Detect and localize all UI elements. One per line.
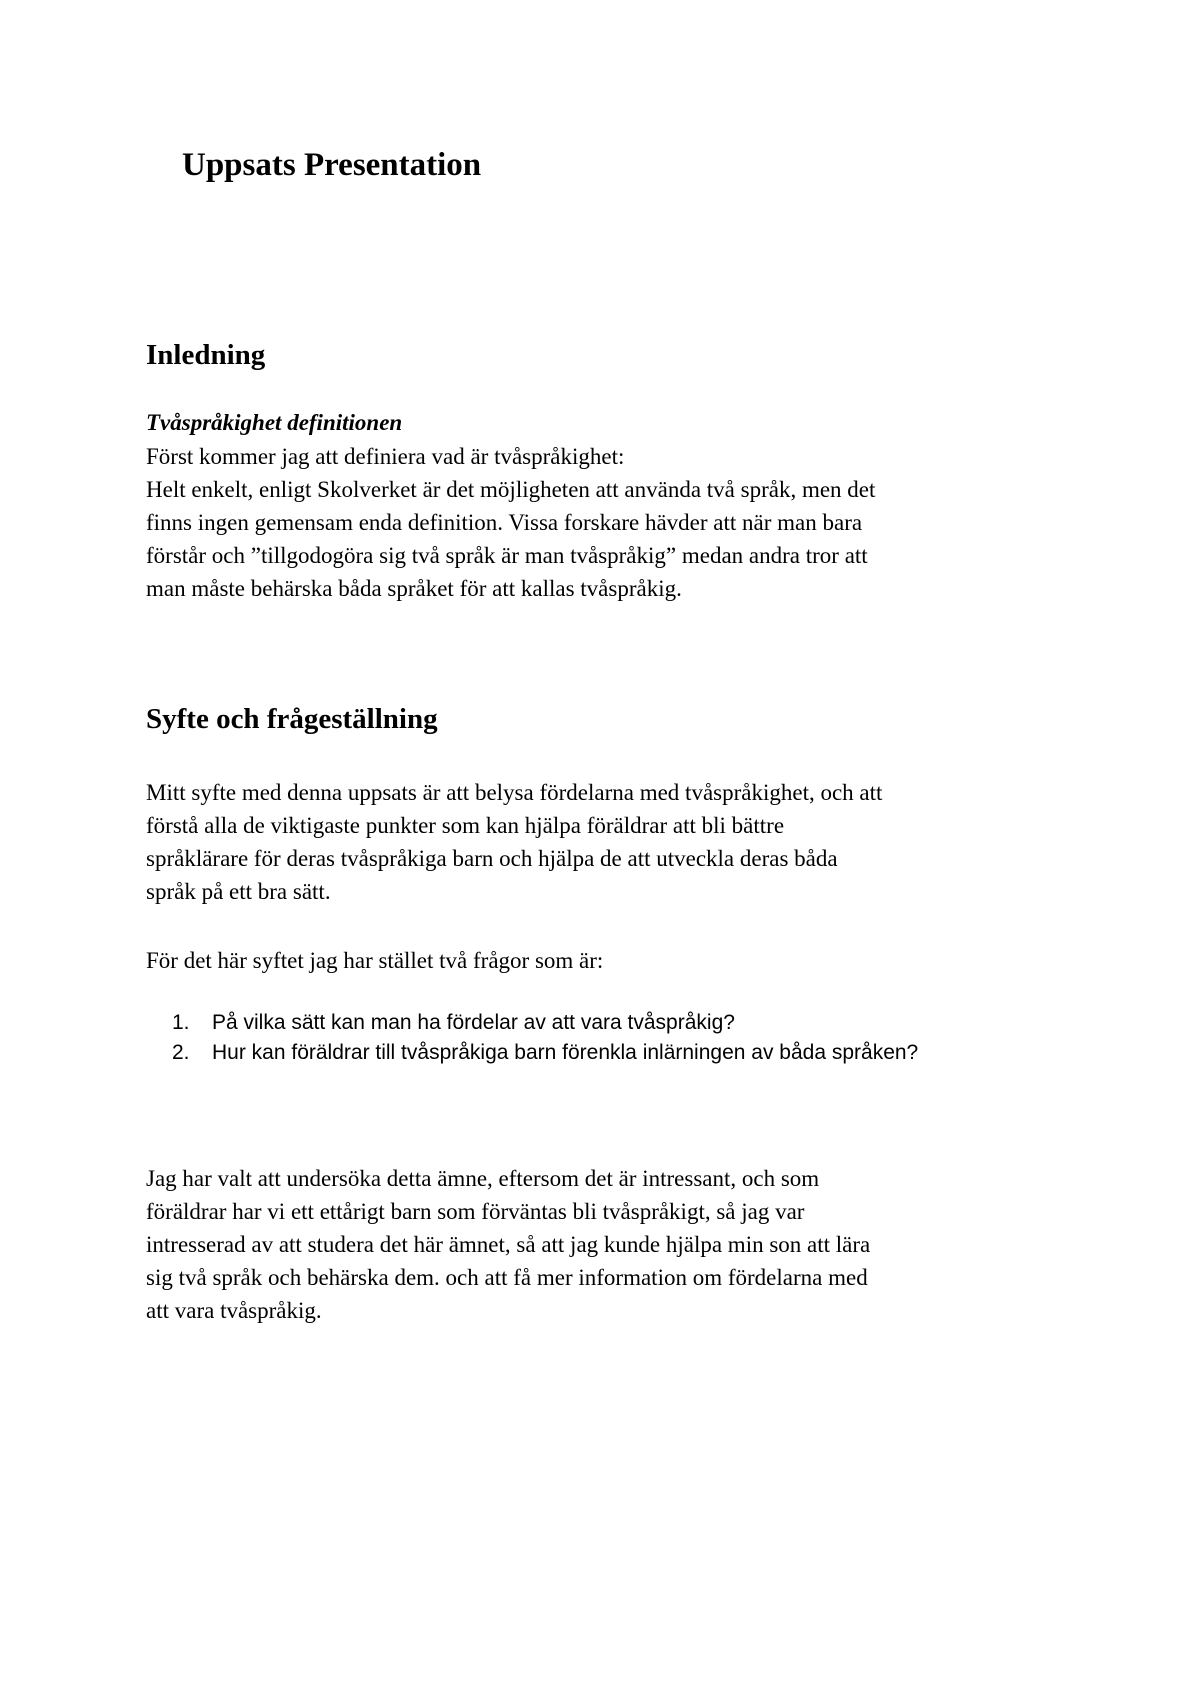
paragraph-line: För det här syftet jag har stället två frågor som är: xyxy=(146,948,604,973)
paragraph-line: språk på ett bra sätt. xyxy=(146,879,331,904)
paragraph-line: föräldrar har vi ett ettårigt barn som förväntas bli tvåspråkigt, så jag var xyxy=(146,1199,805,1224)
question-text: Hur kan föräldrar till tvåspråkiga barn förenkla inlärningen av båda språken? xyxy=(212,1041,919,1064)
list-number: 1. xyxy=(172,1011,190,1034)
section-heading-inledning: Inledning xyxy=(146,339,266,371)
paragraph-line: Först kommer jag att definiera vad är tvåspråkighet: xyxy=(146,444,625,469)
questions-lead-paragraph xyxy=(146,944,603,977)
section-heading-syfte: Syfte och frågeställning xyxy=(146,703,438,735)
paragraph-line: Helt enkelt, enligt Skolverket är det möjligheten att använda två språk, men det xyxy=(146,477,876,502)
list-item xyxy=(172,1008,918,1038)
list-number: 2. xyxy=(172,1041,190,1064)
motivation-paragraph xyxy=(146,1162,870,1327)
paragraph-line: Mitt syfte med denna uppsats är att belysa fördelarna med tvåspråkighet, och att xyxy=(146,780,883,805)
purpose-paragraph xyxy=(146,776,882,908)
paragraph-line: förstå alla de viktigaste punkter som kan hjälpa föräldrar att bli bättre xyxy=(146,813,785,838)
paragraph-line: finns ingen gemensam enda definition. Vissa forskare hävder att när man bara xyxy=(146,510,863,535)
subheading-definition: Tvåspråkighet definitionen xyxy=(146,410,403,435)
definition-paragraph xyxy=(146,440,875,605)
research-questions-list xyxy=(172,1008,918,1068)
paragraph-line: man måste behärska båda språket för att kallas tvåspråkig. xyxy=(146,576,682,601)
paragraph-line: sig två språk och behärska dem. och att få mer information om fördelarna med xyxy=(146,1265,868,1290)
paragraph-line: förstår och ”tillgodogöra sig två språk är man tvåspråkig” medan andra tror att xyxy=(146,543,868,568)
paragraph-line: språklärare för deras tvåspråkiga barn och hjälpa de att utveckla deras båda xyxy=(146,846,838,871)
paragraph-line: att vara tvåspråkig. xyxy=(146,1298,322,1323)
document-title: Uppsats Presentation xyxy=(182,147,482,183)
paragraph-line: intresserad av att studera det här ämnet, så att jag kunde hjälpa min son att lära xyxy=(146,1232,871,1257)
list-item xyxy=(172,1038,918,1068)
question-text: På vilka sätt kan man ha fördelar av att vara tvåspråkig? xyxy=(212,1011,735,1034)
paragraph-line: Jag har valt att undersöka detta ämne, eftersom det är intressant, och som xyxy=(146,1166,820,1191)
